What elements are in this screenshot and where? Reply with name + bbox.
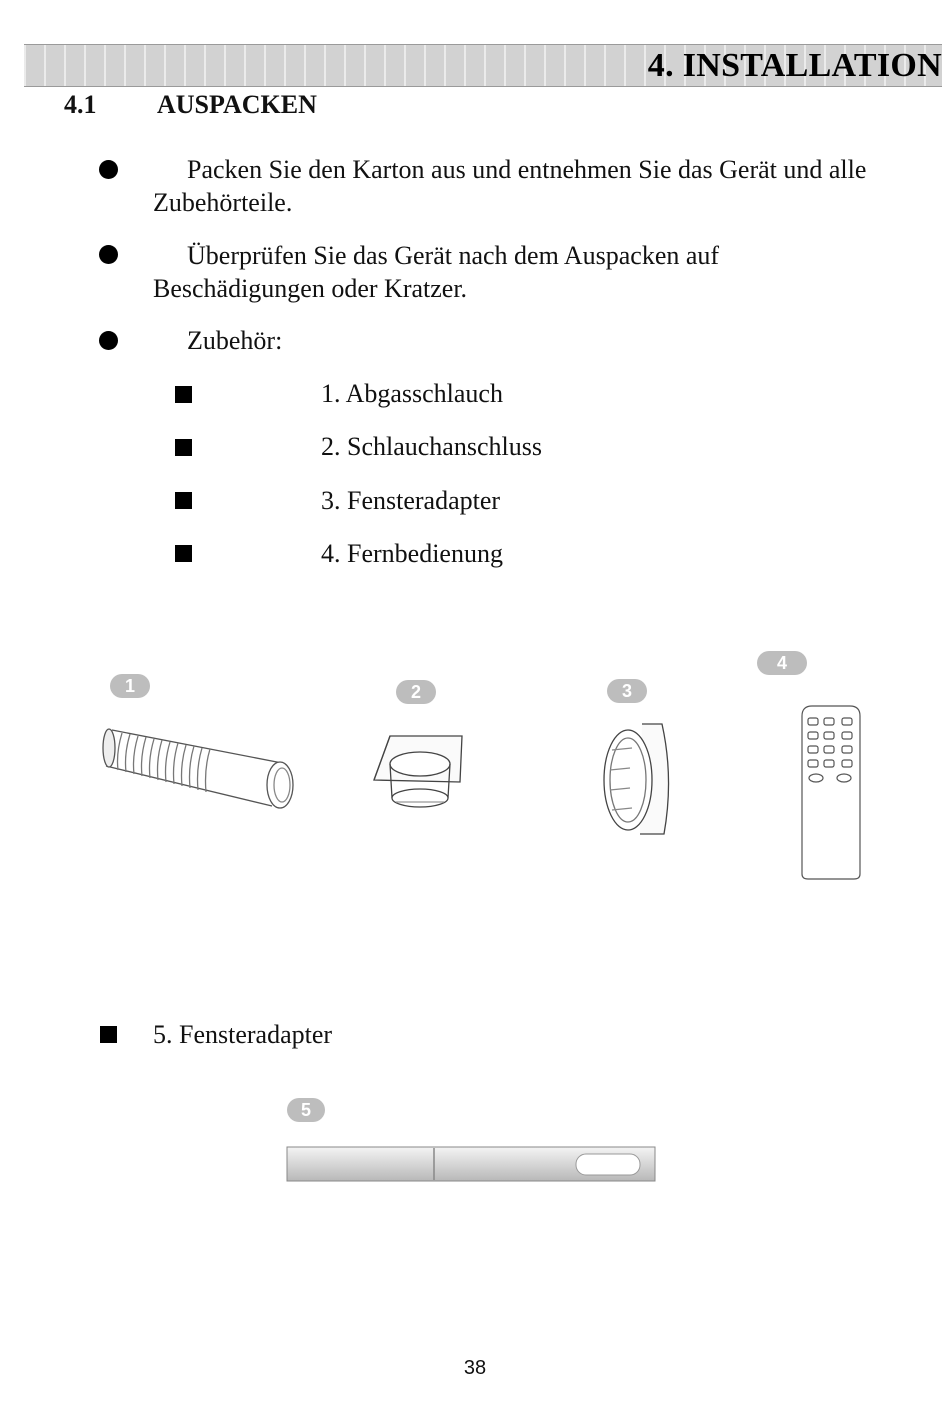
bullet-dot (99, 245, 118, 264)
list-square (100, 1026, 117, 1043)
list-square (175, 545, 192, 562)
figure-badge: 3 (607, 679, 647, 703)
instruction-text: Packen Sie den Karton aus und entnehmen Sie das Gerät und alle (187, 155, 867, 184)
figure-badge: 4 (757, 651, 807, 675)
bullet-dot (99, 160, 118, 179)
bullet-dot (99, 331, 118, 350)
accessory-item: 1. Abgasschlauch (321, 379, 503, 408)
chapter-header-bar (24, 44, 942, 87)
window-slider-illustration (286, 1146, 658, 1184)
figure-badge: 5 (287, 1098, 325, 1122)
accessory-item: 3. Fensteradapter (321, 486, 501, 515)
instruction-inspect (153, 239, 943, 305)
remote-control-illustration (798, 702, 864, 882)
chapter-title: 4. INSTALLATION (647, 47, 942, 84)
list-square (175, 492, 192, 509)
list-square (175, 386, 192, 403)
figure-badge: 2 (396, 680, 436, 704)
section-title: AUSPACKEN (157, 90, 317, 119)
instruction-accessories (153, 324, 943, 357)
window-adapter-illustration (598, 718, 678, 838)
instruction-text: Überprüfen Sie das Gerät nach dem Auspacken auf (187, 241, 720, 270)
instruction-text: Zubehör: (187, 326, 283, 355)
exhaust-hose-illustration (100, 718, 305, 818)
hose-connector-illustration (368, 730, 468, 810)
page-number: 38 (463, 1357, 487, 1379)
instruction-text-continued: Beschädigungen oder Kratzer. (153, 274, 468, 303)
accessory-item: 5. Fensteradapter (153, 1020, 333, 1049)
list-square (175, 439, 192, 456)
figure-badge: 1 (110, 674, 150, 698)
accessory-item: 4. Fernbedienung (321, 539, 503, 568)
instruction-unpack (153, 153, 943, 219)
accessory-item: 2. Schlauchanschluss (321, 432, 542, 461)
section-number: 4.1 (64, 90, 97, 119)
instruction-text-continued: Zubehörteile. (153, 188, 293, 217)
